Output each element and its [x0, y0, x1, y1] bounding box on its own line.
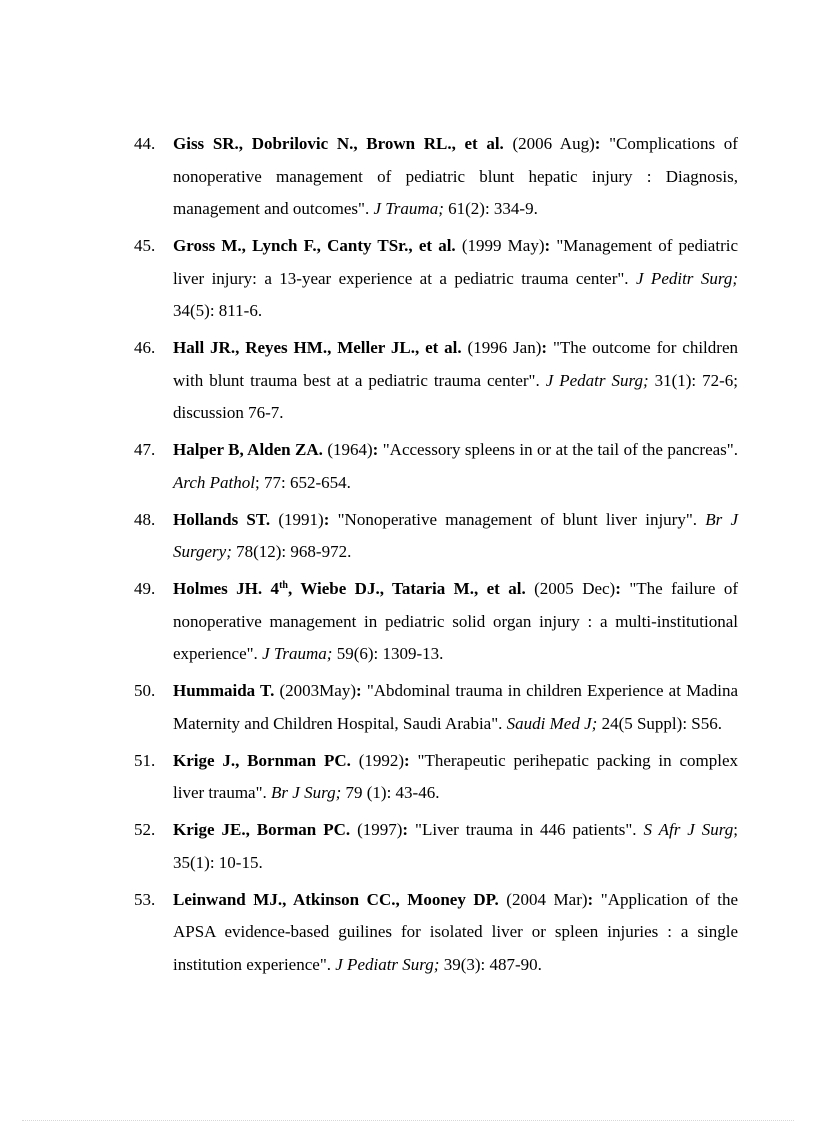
reference-authors-prefix: Holmes JH. 4 [173, 579, 280, 598]
reference-journal: S Afr J Surg [643, 820, 734, 839]
reference-year: (1996 Jan) [461, 338, 542, 357]
reference-authors: Krige J., Bornman PC. [173, 750, 351, 770]
reference-item [134, 884, 738, 982]
reference-journal: J Peditr Surg; [635, 268, 738, 288]
reference-year: (1997) [350, 820, 403, 839]
reference-separator: : [356, 681, 367, 700]
reference-item [134, 434, 738, 499]
reference-separator: : [587, 889, 601, 909]
reference-item [134, 504, 738, 569]
reference-separator: : [402, 820, 416, 839]
reference-authors: Gross M., Lynch F., Canty TSr., et al. [173, 236, 456, 255]
reference-journal: Br J Surgery; [173, 509, 738, 561]
reference-item [134, 573, 738, 671]
reference-year: (1992) [350, 750, 405, 770]
reference-list [134, 128, 738, 986]
reference-title: "The outcome for children with blunt trauma best at a pediatric trauma center". [173, 338, 738, 390]
reference-separator: : [615, 579, 630, 598]
reference-details: 79 (1): 43-46. [341, 783, 440, 802]
reference-journal: Saudi Med J; [506, 713, 598, 733]
reference-authors: Hall JR., Reyes HM., Meller JL., et al. [173, 338, 462, 357]
reference-journal: J Trauma; [373, 199, 444, 218]
reference-item [134, 814, 738, 879]
reference-number: 52. [134, 820, 156, 839]
reference-title: "Liver trauma in 446 patients". [415, 820, 644, 839]
reference-year: (2005 Dec) [525, 579, 616, 598]
reference-authors: Leinwand MJ., Atkinson CC., Mooney DP. [173, 889, 499, 909]
reference-journal: Br J Surg; [271, 783, 342, 802]
reference-year: (1964) [322, 440, 373, 459]
reference-authors: Giss SR., Dobrilovic N., Brown RL., et al. [173, 134, 504, 153]
reference-journal: J Pedatr Surg; [545, 370, 649, 390]
reference-title: "Accessory spleens in or at the tail of the pancreas". [382, 440, 738, 459]
reference-details: 24(5 Suppl): S56. [597, 713, 722, 733]
reference-details: 39(3): 487-90. [439, 954, 542, 974]
reference-number: 50. [134, 681, 156, 700]
reference-details: 34(5): 811-6. [173, 301, 263, 320]
reference-details: 61(2): 334-9. [443, 199, 538, 218]
reference-separator: : [541, 338, 553, 357]
reference-number: 46. [134, 338, 156, 357]
reference-title: "Abdominal trauma in children Experience at Madina Maternity and Children Hospital, Saudi Arabia". [173, 681, 739, 733]
reference-authors: , Wiebe DJ., Tataria M., et al. [287, 579, 526, 598]
reference-year: (2004 Mar) [498, 889, 588, 909]
reference-number: 44. [134, 134, 156, 153]
reference-journal: J Trauma; [262, 644, 333, 663]
reference-item [134, 230, 738, 328]
reference-number: 53. [134, 889, 156, 909]
reference-journal: J Pediatr Surg; [335, 954, 440, 974]
reference-details: 31(1): 72-6; discussion 76-7. [173, 370, 738, 422]
reference-separator: : [544, 236, 557, 255]
reference-separator: : [594, 134, 610, 153]
reference-item [134, 128, 738, 226]
reference-year: (2006 Aug) [503, 134, 595, 153]
reference-authors: Hollands ST. [173, 509, 271, 529]
reference-year: (1991) [270, 509, 324, 529]
reference-title: "The failure of nonoperative management in pediatric solid organ injury : a multi-institutional experience". [173, 579, 739, 663]
reference-title: "Complications of nonoperative management of pediatric blunt hepatic injury : Diagnosis, management and outcomes". [173, 134, 738, 218]
reference-title: "Application of the APSA evidence-based guilines for isolated liver or spleen injuries : a single institution experience". [173, 889, 738, 974]
reference-separator: : [372, 440, 383, 459]
reference-year: (2003May) [274, 681, 357, 700]
reference-title: "Management of pediatric liver injury: a 13-year experience at a pediatric trauma center". [173, 236, 738, 288]
reference-authors: Halper B, Alden ZA. [173, 440, 323, 459]
reference-number: 47. [134, 440, 156, 459]
reference-journal: Arch Pathol [173, 472, 255, 492]
reference-details: ; 35(1): 10-15. [173, 820, 738, 872]
reference-year: (1999 May) [455, 236, 545, 255]
reference-authors: Krige JE., Borman PC. [173, 820, 351, 839]
reference-item [134, 332, 738, 430]
reference-details: 59(6): 1309-13. [332, 644, 444, 663]
reference-item [134, 675, 738, 740]
reference-details: 78(12): 968-972. [231, 542, 352, 561]
reference-number: 48. [134, 509, 156, 529]
reference-title: "Nonoperative management of blunt liver injury". [337, 509, 706, 529]
reference-number: 51. [134, 750, 156, 770]
reference-authors: Hummaida T. [173, 681, 275, 700]
reference-number: 45. [134, 236, 156, 255]
reference-number: 49. [134, 579, 156, 598]
reference-details: ; 77: 652-654. [255, 472, 351, 492]
reference-item [134, 745, 738, 810]
reference-authors-superscript: th [279, 580, 288, 591]
reference-title: "Therapeutic perihepatic packing in complex liver trauma". [173, 750, 738, 802]
reference-separator: : [404, 750, 418, 770]
reference-separator: : [323, 509, 338, 529]
page-bottom-divider [22, 1120, 794, 1121]
